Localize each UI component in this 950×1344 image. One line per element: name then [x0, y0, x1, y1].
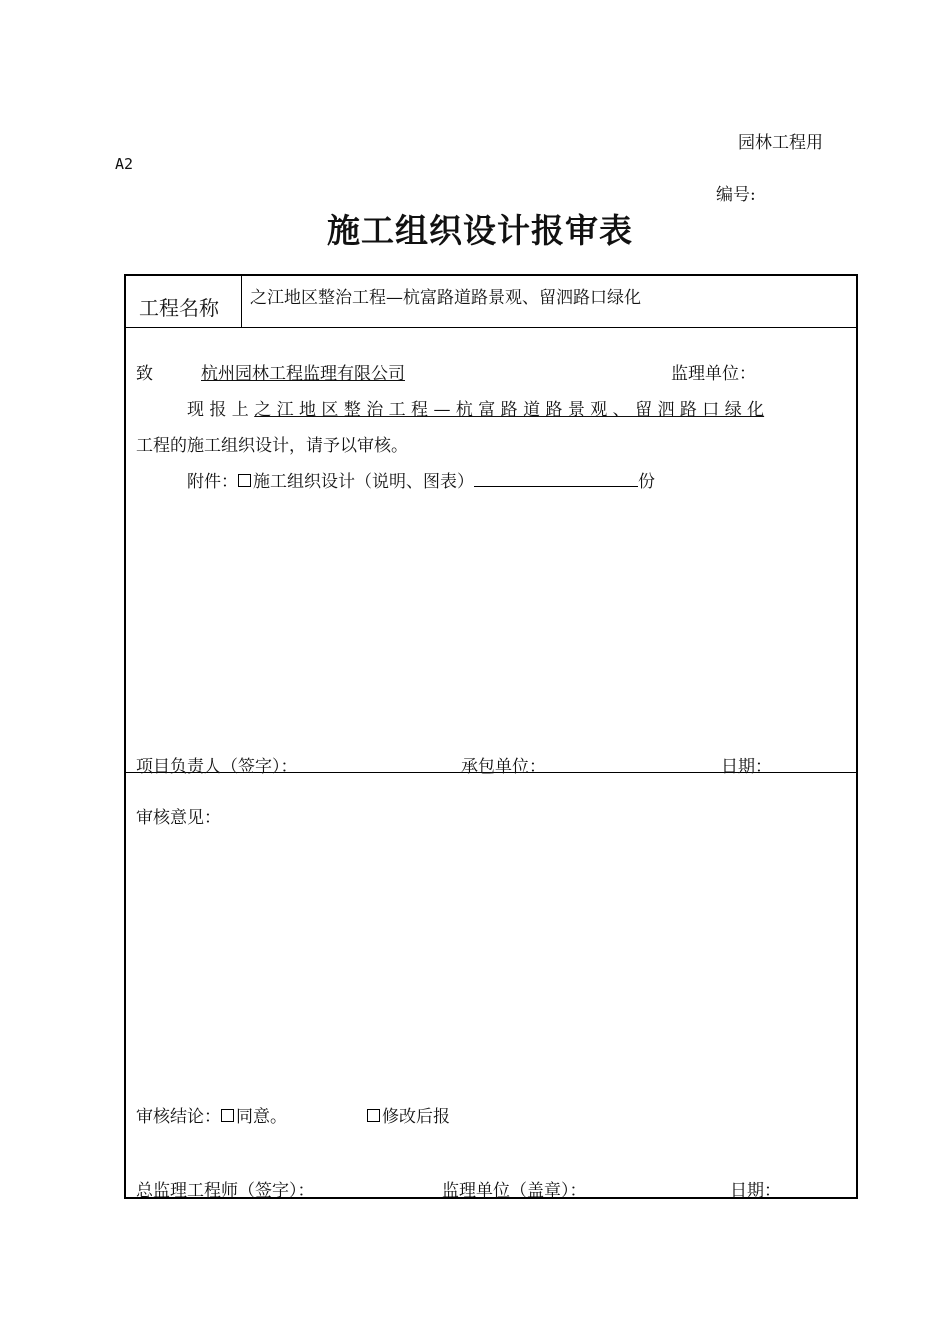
attachment-line — [187, 467, 655, 492]
conclusion-label: 审核结论： — [136, 1107, 221, 1127]
report-project-name: 之 江 地 区 整 治 工 程 — 杭 富 路 道 路 景 观 、 留 泗 路 口 绿 化 — [254, 400, 765, 420]
attachment-label: 附件： — [187, 472, 238, 492]
project-name-value: 之江地区整治工程—杭富路道路景观、留泗路口绿化 — [250, 288, 641, 308]
report-line-1 — [187, 395, 764, 420]
form-table — [124, 274, 858, 1199]
sign-supervisor-unit: 监理单位（盖章）： — [442, 1181, 587, 1201]
agree-checkbox[interactable] — [221, 1109, 234, 1122]
supervisor-company: 杭州园林工程监理有限公司 — [201, 364, 405, 384]
sign-date-review: 日期： — [730, 1181, 781, 1201]
attachment-unit: 份 — [638, 472, 655, 492]
page-title: 施工组织设计报审表 — [327, 211, 633, 250]
review-opinion-label: 审核意见： — [136, 808, 221, 828]
to-line — [136, 359, 756, 384]
attachment-count-field[interactable] — [474, 468, 638, 487]
supervisor-suffix: 监理单位： — [671, 364, 756, 384]
row-divider-1 — [126, 327, 856, 328]
project-name-label: 工程名称 — [139, 296, 219, 320]
revise-option — [367, 1102, 450, 1127]
attachment-checkbox[interactable] — [238, 474, 251, 487]
review-conclusion-line — [136, 1102, 287, 1127]
report-prefix: 现 报 上 — [187, 400, 249, 420]
revise-checkbox[interactable] — [367, 1109, 380, 1122]
sign-project-manager: 项目负责人（签字）： — [136, 757, 298, 777]
to-prefix: 致 — [136, 364, 153, 384]
sign-chief-supervisor: 总监理工程师（签字）： — [136, 1181, 315, 1201]
name-column-divider — [241, 276, 242, 327]
sign-contractor: 承包单位： — [461, 757, 546, 777]
usage-note: 园林工程用 — [738, 133, 823, 153]
attachment-item: 施工组织设计（说明、图表） — [253, 472, 474, 492]
report-line-2: 工程的施工组织设计，请予以审核。 — [136, 436, 408, 456]
option-agree: 同意。 — [236, 1107, 287, 1127]
number-label: 编号: — [716, 185, 756, 205]
form-code: A2 — [115, 155, 134, 173]
option-revise: 修改后报 — [382, 1107, 450, 1127]
sign-date-submission: 日期： — [721, 757, 772, 777]
